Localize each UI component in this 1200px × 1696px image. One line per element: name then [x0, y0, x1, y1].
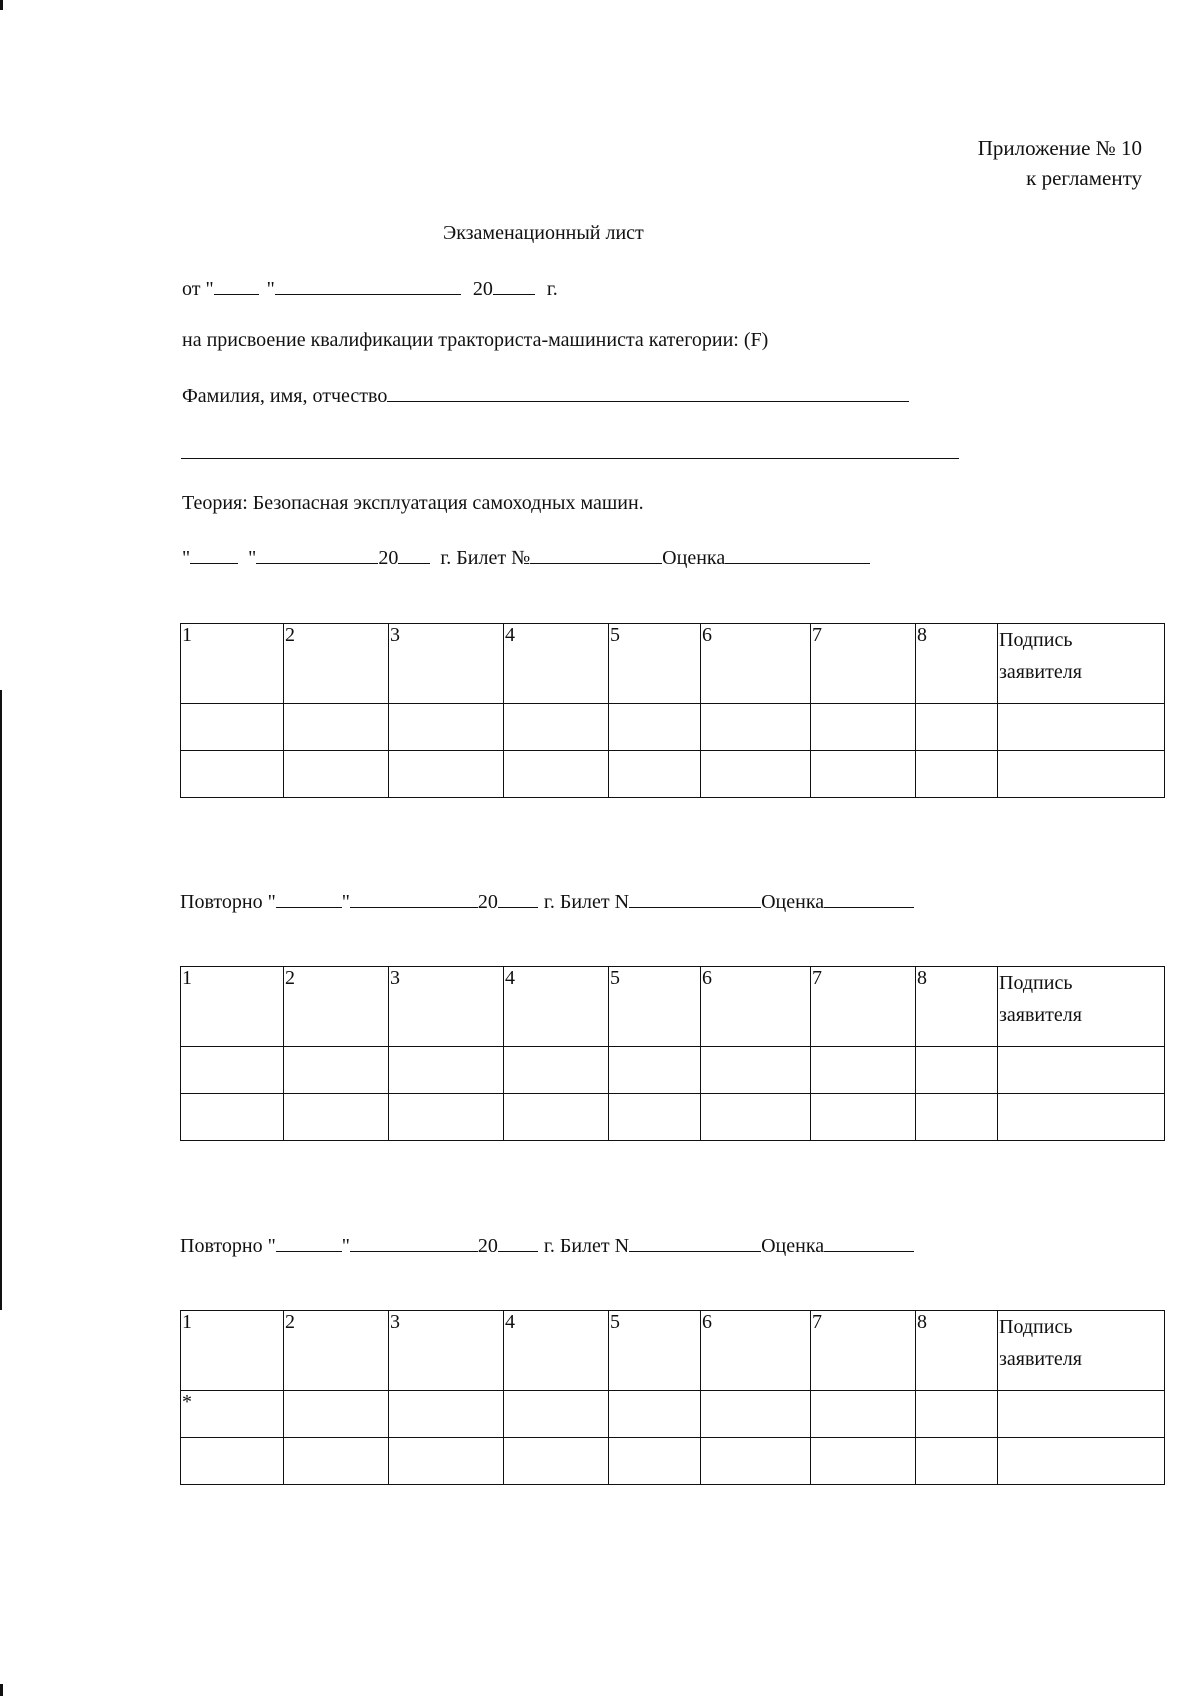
question-number: 3: [390, 1311, 400, 1333]
signature-cell[interactable]: [998, 1047, 1165, 1094]
answer-cell[interactable]: [284, 751, 389, 798]
attempt-3-grade-label: Оценка: [761, 1235, 825, 1257]
question-number: 8: [917, 624, 927, 646]
scan-edge-mark: [0, 690, 2, 1310]
answer-cell[interactable]: [701, 1047, 811, 1094]
header-cell: [284, 1311, 389, 1391]
header-cell: [609, 967, 701, 1047]
answer-cell[interactable]: [504, 1391, 609, 1438]
table-row: [181, 751, 1165, 798]
attempt-2-ticket-label: г. Билет N: [543, 891, 630, 913]
attempt-2-year: 20: [477, 891, 498, 913]
question-number: 7: [812, 1311, 822, 1333]
answer-cell[interactable]: [701, 751, 811, 798]
answer-cell[interactable]: [181, 751, 284, 798]
header-cell: [811, 1311, 916, 1391]
header-cell: [916, 624, 998, 704]
fio-field[interactable]: [387, 383, 909, 402]
attempt-3-ticket-label: г. Билет N: [543, 1235, 630, 1257]
answer-cell[interactable]: [609, 1391, 701, 1438]
signature-cell[interactable]: [998, 1391, 1165, 1438]
table-row: [181, 704, 1165, 751]
attempt-1-quote-close: ": [248, 547, 257, 569]
answer-cell[interactable]: [811, 751, 916, 798]
fio-line: [182, 383, 909, 408]
answer-cell[interactable]: [284, 1047, 389, 1094]
date-line: [182, 276, 558, 301]
answer-cell[interactable]: [916, 704, 998, 751]
appendix-number: Приложение № 10: [977, 136, 1142, 160]
question-number: 2: [285, 1311, 295, 1333]
asterisk-mark: *: [182, 1391, 192, 1413]
question-number: 7: [812, 967, 822, 989]
answer-cell[interactable]: [389, 1391, 504, 1438]
year-field[interactable]: [493, 276, 535, 295]
signature-cell[interactable]: [998, 1094, 1165, 1141]
answer-cell[interactable]: [284, 1391, 389, 1438]
answer-cell[interactable]: [504, 751, 609, 798]
answer-cell[interactable]: [811, 1094, 916, 1141]
theory-subject: Теория: Безопасная эксплуатация самоходных машин.: [182, 492, 644, 514]
answer-cell[interactable]: [284, 1438, 389, 1485]
year-prefix: 20: [472, 278, 493, 300]
answer-cell[interactable]: [916, 1391, 998, 1438]
answer-cell[interactable]: [609, 1094, 701, 1141]
answer-cell[interactable]: [181, 1047, 284, 1094]
question-number: 4: [505, 624, 515, 646]
header-cell: [811, 967, 916, 1047]
answer-cell[interactable]: [701, 1391, 811, 1438]
answer-cell[interactable]: [916, 1094, 998, 1141]
answer-cell[interactable]: [181, 1438, 284, 1485]
day-field[interactable]: [214, 276, 259, 295]
date-quote: ": [266, 278, 275, 300]
attempt-3-year: 20: [477, 1235, 498, 1257]
answer-cell[interactable]: [916, 751, 998, 798]
attempt-2-grade-field[interactable]: [824, 889, 914, 908]
answer-cell[interactable]: [389, 1094, 504, 1141]
question-number: 6: [702, 624, 712, 646]
answer-cell[interactable]: [389, 704, 504, 751]
signature-header-cell: [998, 624, 1165, 704]
scan-edge-mark: [0, 1684, 3, 1696]
header-cell: [181, 967, 284, 1047]
answer-cell[interactable]: [609, 751, 701, 798]
appendix-reference: к регламенту: [1026, 166, 1142, 190]
header-cell: [609, 1311, 701, 1391]
attempt-2-line: [180, 889, 914, 914]
scan-edge-mark: [0, 0, 3, 10]
header-cell: [504, 967, 609, 1047]
attempt-2-prefix: Повторно ": [180, 891, 276, 913]
attempt-2-year-field[interactable]: [498, 889, 538, 908]
table-row: [181, 1094, 1165, 1141]
signature-header-line1: Подпись: [999, 972, 1073, 994]
header-cell: [504, 624, 609, 704]
answer-cell[interactable]: [811, 1391, 916, 1438]
question-number: 1: [182, 1311, 192, 1333]
signature-header-line2: заявителя: [999, 1348, 1082, 1370]
header-cell: [701, 1311, 811, 1391]
table-row: [181, 1391, 1165, 1438]
answer-cell[interactable]: [811, 1047, 916, 1094]
answer-cell[interactable]: [181, 1391, 284, 1438]
header-cell: [389, 624, 504, 704]
qualification-purpose: на присвоение квалификации тракториста-машиниста категории: (F): [182, 329, 769, 351]
exam-results-table-1: [180, 623, 1165, 798]
attempt-3-line: [180, 1233, 914, 1258]
answer-cell[interactable]: [701, 704, 811, 751]
header-cell: [916, 967, 998, 1047]
question-number: 1: [182, 967, 192, 989]
year-suffix: г.: [546, 278, 558, 300]
signature-header-cell: [998, 967, 1165, 1047]
answer-cell[interactable]: [181, 1094, 284, 1141]
answer-cell[interactable]: [609, 1047, 701, 1094]
question-number: 6: [702, 1311, 712, 1333]
attempt-2-quote-close: ": [341, 891, 350, 913]
exam-results-table-2: [180, 966, 1165, 1141]
question-number: 5: [610, 1311, 620, 1333]
answer-cell[interactable]: [701, 1438, 811, 1485]
exam-results-table-3: [180, 1310, 1165, 1485]
question-number: 6: [702, 967, 712, 989]
attempt-3-day-field[interactable]: [276, 1233, 342, 1252]
attempt-1-day-field[interactable]: [190, 545, 238, 564]
fio-continuation-field[interactable]: [181, 458, 959, 459]
table-header-row: [181, 967, 1165, 1047]
attempt-2-grade-label: Оценка: [761, 891, 825, 913]
answer-cell[interactable]: [504, 1047, 609, 1094]
answer-cell[interactable]: [811, 1438, 916, 1485]
table-row: [181, 1047, 1165, 1094]
signature-cell[interactable]: [998, 751, 1165, 798]
month-field[interactable]: [275, 276, 461, 295]
date-prefix: от ": [182, 278, 214, 300]
header-cell: [389, 1311, 504, 1391]
question-number: 5: [610, 624, 620, 646]
answer-cell[interactable]: [609, 704, 701, 751]
signature-header-line1: Подпись: [999, 629, 1073, 651]
header-cell: [504, 1311, 609, 1391]
signature-header-cell: [998, 1311, 1165, 1391]
question-number: 7: [812, 624, 822, 646]
attempt-1-line: [182, 545, 870, 570]
page-title: Экзаменационный лист: [443, 222, 644, 244]
header-cell: [609, 624, 701, 704]
answer-cell[interactable]: [701, 1094, 811, 1141]
answer-cell[interactable]: [504, 704, 609, 751]
attempt-3-prefix: Повторно ": [180, 1235, 276, 1257]
attempt-3-ticket-field[interactable]: [629, 1233, 761, 1252]
table-header-row: [181, 1311, 1165, 1391]
signature-header-line2: заявителя: [999, 1004, 1082, 1026]
attempt-1-ticket-label: г. Билет №: [440, 547, 531, 569]
header-cell: [811, 624, 916, 704]
attempt-2-ticket-field[interactable]: [629, 889, 761, 908]
signature-cell[interactable]: [998, 1438, 1165, 1485]
header-cell: [389, 967, 504, 1047]
attempt-1-grade-label: Оценка: [662, 547, 726, 569]
signature-cell[interactable]: [998, 704, 1165, 751]
attempt-1-quote-open: ": [182, 547, 191, 569]
header-cell: [181, 1311, 284, 1391]
question-number: 2: [285, 967, 295, 989]
attempt-1-month-field[interactable]: [256, 545, 378, 564]
header-cell: [701, 624, 811, 704]
header-cell: [916, 1311, 998, 1391]
answer-cell[interactable]: [609, 1438, 701, 1485]
attempt-2-day-field[interactable]: [276, 889, 342, 908]
answer-cell[interactable]: [284, 1094, 389, 1141]
question-number: 3: [390, 967, 400, 989]
attempt-3-grade-field[interactable]: [824, 1233, 914, 1252]
answer-cell[interactable]: [284, 704, 389, 751]
attempt-3-month-field[interactable]: [350, 1233, 478, 1252]
attempt-1-ticket-field[interactable]: [530, 545, 662, 564]
attempt-3-year-field[interactable]: [498, 1233, 538, 1252]
question-number: 8: [917, 1311, 927, 1333]
answer-cell[interactable]: [811, 704, 916, 751]
table-row: [181, 1438, 1165, 1485]
signature-header-line2: заявителя: [999, 661, 1082, 683]
header-cell: [701, 967, 811, 1047]
attempt-3-quote-close: ": [341, 1235, 350, 1257]
answer-cell[interactable]: [389, 1438, 504, 1485]
fio-label: Фамилия, имя, отчество: [182, 385, 388, 407]
answer-cell[interactable]: [389, 1047, 504, 1094]
attempt-1-year-field[interactable]: [398, 545, 430, 564]
question-number: 3: [390, 624, 400, 646]
question-number: 5: [610, 967, 620, 989]
header-cell: [284, 967, 389, 1047]
answer-cell[interactable]: [504, 1438, 609, 1485]
answer-cell[interactable]: [916, 1047, 998, 1094]
question-number: 4: [505, 1311, 515, 1333]
attempt-1-grade-field[interactable]: [725, 545, 870, 564]
answer-cell[interactable]: [916, 1438, 998, 1485]
table-header-row: [181, 624, 1165, 704]
answer-cell[interactable]: [181, 704, 284, 751]
answer-cell[interactable]: [389, 751, 504, 798]
question-number: 8: [917, 967, 927, 989]
header-cell: [284, 624, 389, 704]
header-cell: [181, 624, 284, 704]
question-number: 1: [182, 624, 192, 646]
question-number: 4: [505, 967, 515, 989]
question-number: 2: [285, 624, 295, 646]
attempt-2-month-field[interactable]: [350, 889, 478, 908]
signature-header-line1: Подпись: [999, 1316, 1073, 1338]
answer-cell[interactable]: [504, 1094, 609, 1141]
attempt-1-year: 20: [378, 547, 399, 569]
